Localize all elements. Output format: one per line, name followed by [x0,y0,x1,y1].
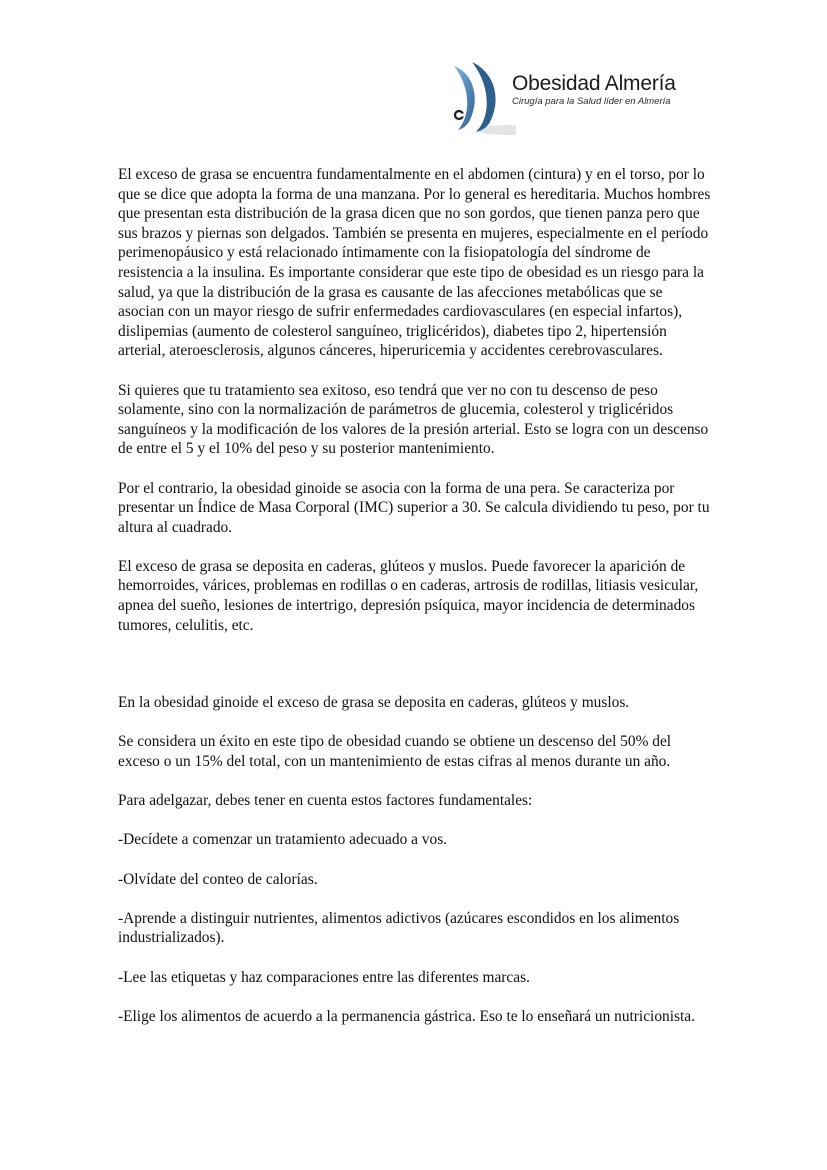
list-item-distinguish-nutrients: -Aprende a distinguir nutrientes, alimentos adictivos (azúcares escondidos en los alimentos industrializados). [118,909,680,947]
paragraph-gynoid-obesity: Por el contrario, la obesidad ginoide se asocia con la forma de una pera. Se caracteriza por presentar un Índice de Masa Corporal (IMC) superior a 30. Se calcula dividiendo tu peso, por tu altura al cuadrado. [118,479,710,536]
logo-arc-icon [446,58,516,138]
document-body [118,165,712,1026]
paragraph-android-obesity: El exceso de grasa se encuentra fundamentalmente en el abdomen (cintura) y en el torso, por lo que se dice que adopta la forma de una manzana. Por lo general es hereditaria. Muchos hombres que presentan esta distribución de la grasa dicen que no son gordos, que tienen panza pero que sus brazos y piernas son delgados. También se presenta en mujeres, especialmente en el período perimenopáusico y está relacionado íntimamente con la fisiopatología del síndrome de resistencia a la insulina. Es importante considerar que este tipo de obesidad es un riesgo para la salud, ya que la distribución de la grasa es causante de las afecciones metabólicas que se asocian con un mayor riesgo de sufrir enfermedades cardiovasculares (en especial infartos), dislipemias (aumento de colesterol sanguíneo, triglicéridos), diabetes tipo 2, hipertensión arterial, ateroesclerosis, algunos cánceres, hiperuricemia y accidentes cerebrovasculares. [118,166,711,360]
paragraph-factors-intro: Para adelgazar, debes tener en cuenta estos factores fundamentales: [118,792,533,810]
list-item-gastric-permanence: -Elige los alimentos de acuerdo a la permanencia gástrica. Eso te lo enseñará un nutricionista. [118,1007,695,1025]
list-item-forget-calories: -Olvídate del conteo de calorías. [118,870,318,888]
list-item-read-labels: -Lee las etiquetas y haz comparaciones entre las diferentes marcas. [118,968,530,986]
paragraph-treatment-success: Si quieres que tu tratamiento sea exitoso, eso tendrá que ver no con tu descenso de peso solamente, sino con la normalización de parámetros de glucemia, colesterol y triglicéridos sanguíneos y la modificación de los valores de la presión arterial. Esto se logra con un descenso de entre el 5 y el 10% del peso y su posterior mantenimiento. [118,381,709,458]
brand-logo [446,58,686,138]
list-item-start-treatment: -Decídete a comenzar un tratamiento adecuado a vos. [118,831,448,849]
logo-subtitle: Cirugía para la Salud líder en Almería [512,96,671,107]
paragraph-gynoid-fat: En la obesidad ginoide el exceso de grasa se deposita en caderas, glúteos y muslos. [118,694,630,712]
paragraph-success-criteria: Se considera un éxito en este tipo de obesidad cuando se obtiene un descenso del 50% del exceso o un 15% del total, con un mantenimiento de estas cifras al menos durante un año. [118,733,672,771]
paragraph-gynoid-risks: El exceso de grasa se deposita en caderas, glúteos y muslos. Puede favorecer la aparición de hemorroides, várices, problemas en rodillas o en caderas, artrosis de rodillas, litiasis vesicular, apnea del sueño, lesiones de intertrigo, depresión psíquica, mayor incidencia de determinados tumores, celulitis, etc. [118,557,699,634]
logo-title: Obesidad Almería [512,72,676,95]
